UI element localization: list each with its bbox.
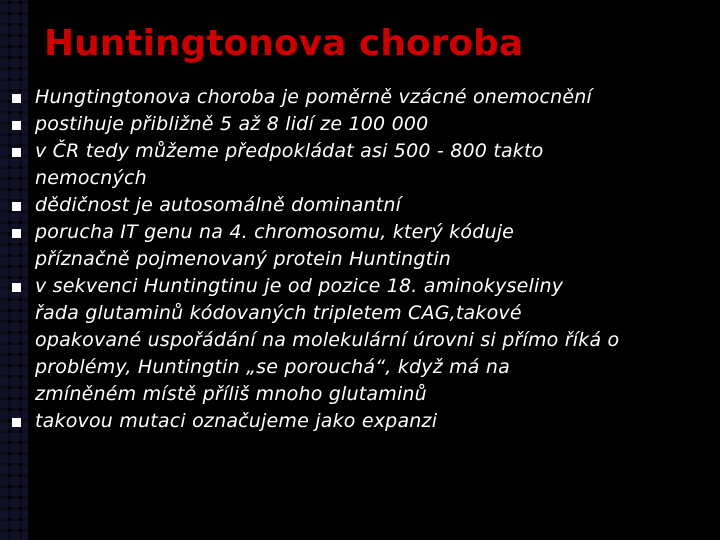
bullet-text-line: opakované uspořádání na molekulární úrovni si přímo říká o bbox=[35, 329, 620, 351]
bullet-list bbox=[0, 84, 720, 435]
square-bullet-icon bbox=[12, 283, 21, 292]
slide-title: Huntingtonova choroba bbox=[44, 23, 524, 64]
square-bullet-icon bbox=[12, 148, 21, 157]
bullet-text-line: postihuje přibližně 5 až 8 lidí ze 100 000 bbox=[35, 113, 429, 135]
bullet-item bbox=[0, 408, 720, 435]
bullet-item bbox=[0, 273, 720, 408]
bullet-text-line: takovou mutaci označujeme jako expanzi bbox=[35, 410, 438, 432]
bullet-text-line: problémy, Huntingtin „se porouchá“, když má na bbox=[35, 356, 510, 378]
bullet-item bbox=[0, 192, 720, 219]
square-bullet-icon bbox=[12, 202, 21, 211]
bullet-text-line: Hungtingtonova choroba je poměrně vzácné onemocnění bbox=[35, 86, 592, 108]
bullet-item bbox=[0, 138, 720, 192]
bullet-item bbox=[0, 111, 720, 138]
bullet-text-line: dědičnost je autosomálně dominantní bbox=[35, 194, 402, 216]
bullet-text-line: porucha IT genu na 4. chromosomu, který kóduje bbox=[35, 221, 515, 243]
bullet-text-line: nemocných bbox=[35, 167, 147, 189]
square-bullet-icon bbox=[12, 229, 21, 238]
bullet-text-line: řada glutaminů kódovaných tripletem CAG,takové bbox=[35, 302, 522, 324]
bullet-item bbox=[0, 84, 720, 111]
square-bullet-icon bbox=[12, 121, 21, 130]
bullet-text-line: v ČR tedy můžeme předpokládat asi 500 - 800 takto bbox=[35, 140, 544, 162]
bullet-text-line: v sekvenci Huntingtinu je od pozice 18. aminokyseliny bbox=[35, 275, 564, 297]
bullet-item bbox=[0, 219, 720, 273]
square-bullet-icon bbox=[12, 94, 21, 103]
bullet-text-line: příznačně pojmenovaný protein Huntingtin bbox=[35, 248, 452, 270]
bullet-text-line: zmíněném místě příliš mnoho glutaminů bbox=[35, 383, 427, 405]
square-bullet-icon bbox=[12, 418, 21, 427]
